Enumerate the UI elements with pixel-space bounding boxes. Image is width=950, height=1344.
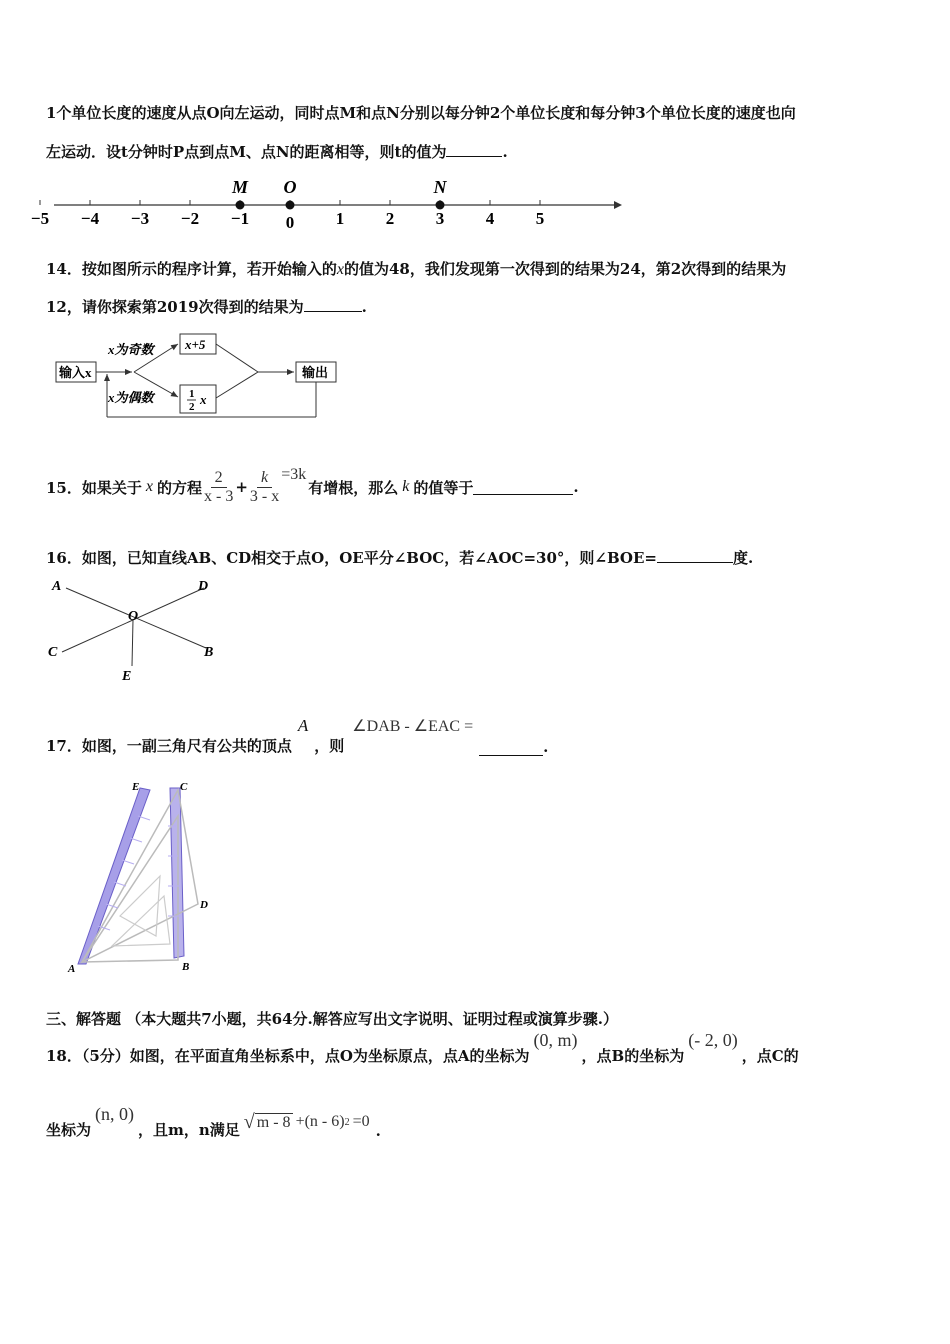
- q15-mid: 的方程: [156, 478, 202, 497]
- answer-blank: [304, 297, 362, 312]
- q18-end: .: [375, 1122, 381, 1140]
- exponent: 2: [344, 1116, 350, 1128]
- q15-pre: 15．如果关于: [46, 478, 142, 497]
- point-N: [436, 201, 445, 210]
- label-E: E: [132, 781, 140, 793]
- triangle-rulers-figure: [60, 776, 230, 976]
- rest-post: =0: [352, 1113, 370, 1130]
- fraction-1: [204, 469, 233, 506]
- q13-line2: [46, 141, 508, 162]
- tick-label: 0: [285, 213, 295, 232]
- q15-line: [46, 460, 579, 514]
- q15-post1: 有增根，那么: [308, 478, 399, 497]
- axis-arrow: [614, 201, 622, 209]
- label-A: A: [68, 963, 76, 975]
- point-M: [236, 201, 245, 210]
- tick-label: −3: [130, 209, 150, 228]
- q15-end: .: [573, 478, 579, 496]
- answer-blank: [473, 480, 573, 495]
- add5-label: x+5: [185, 337, 206, 352]
- tick-label: 2: [385, 209, 395, 228]
- q16-line: [46, 547, 753, 568]
- answer-blank: [446, 142, 502, 157]
- half-den: 2: [189, 401, 195, 413]
- q13-line2-text: 左运动．设t分钟时P点到点M、点N的距离相等，则t的值为: [46, 143, 447, 161]
- point-label-M: M: [231, 177, 249, 197]
- q16-end: 度.: [732, 549, 754, 567]
- frac1-num: 2: [211, 469, 227, 488]
- input-label: 输入x: [59, 365, 92, 380]
- label-C: C: [48, 645, 58, 660]
- label-B: B: [182, 961, 190, 973]
- q14-line2-text: 12，请你探索第2019次得到的结果为: [46, 298, 304, 316]
- label-A: A: [52, 579, 62, 594]
- q17-expr: ∠DAB - ∠EAC =: [352, 718, 474, 735]
- q17-end: .: [543, 738, 549, 756]
- q15-kvar: k: [402, 478, 410, 495]
- tick-label: −5: [30, 209, 50, 228]
- q14-line2: [46, 296, 367, 317]
- q18-pre: 18．（5分）如图，在平面直角坐标系中，点O为坐标原点，点A的坐标为: [46, 1047, 530, 1065]
- q18-line2: [46, 1104, 381, 1140]
- label-D: D: [198, 579, 209, 594]
- point-label-O: O: [283, 177, 297, 197]
- q18-mid2: ，点C的: [741, 1047, 799, 1065]
- half-var: x: [200, 392, 207, 407]
- half-box: [180, 385, 216, 413]
- coord-C: (n, 0): [95, 1104, 135, 1124]
- q15-var: x: [145, 478, 153, 495]
- q13-line1: 1个单位长度的速度从点O向左运动，同时点M和点N分别以每分钟2个单位长度和每分钟3个单位长度的速度也向: [46, 104, 796, 122]
- half-num: 1: [189, 388, 195, 400]
- q18-line1: [46, 1030, 799, 1066]
- q17-mid: ，则: [314, 737, 345, 755]
- tick-label: 1: [335, 209, 345, 228]
- even-label: x为偶数: [108, 390, 154, 405]
- label-O: O: [128, 609, 139, 624]
- rest-pre: +(n - 6): [295, 1113, 345, 1130]
- point-O: [286, 201, 295, 210]
- label-C: C: [180, 781, 188, 793]
- coord-A: (0, m): [533, 1030, 578, 1050]
- q15-rhs: =3k: [281, 466, 307, 483]
- q15-post2: 的值等于: [413, 478, 474, 497]
- q14-var: x: [336, 261, 344, 278]
- frac1-den: x - 3: [204, 487, 234, 505]
- q13-end: .: [502, 143, 508, 161]
- tick-label: 4: [485, 209, 495, 228]
- q15-plus: +: [235, 478, 248, 496]
- q14-line1: [46, 258, 786, 279]
- coord-B: (- 2, 0): [688, 1030, 738, 1050]
- condition-equation: √ m - 8 +(n - 6) 2 =0: [243, 1110, 370, 1133]
- label-B: B: [204, 645, 214, 660]
- q14-line1-post: 的值为48，我们发现第一次得到的结果为24，第2次得到的结果为: [344, 260, 787, 278]
- tick-label: −1: [230, 209, 250, 228]
- q16-text: 16．如图，已知直线AB、CD相交于点O，OE平分∠BOC，若∠AOC=30°，则∠BOE=: [46, 549, 657, 567]
- tick-label: −2: [180, 209, 200, 228]
- answer-blank: [657, 548, 733, 563]
- tick-label: 3: [435, 209, 445, 228]
- q18-line2-pre: 坐标为: [46, 1121, 92, 1139]
- q17-line: [46, 716, 548, 756]
- section-heading: 三、解答题 （本大题共7小题，共64分.解答应写出文字说明、证明过程或演算步骤.）: [46, 1010, 618, 1028]
- sqrt-body: m - 8: [256, 1113, 291, 1131]
- frac2-num: k: [257, 469, 272, 488]
- q14-end: .: [361, 298, 367, 316]
- answer-blank: [479, 741, 543, 756]
- label-D: D: [200, 899, 208, 911]
- flowchart: [50, 330, 350, 425]
- q14-line1-pre: 14．按如图所示的程序计算，若开始输入的: [46, 260, 337, 278]
- q18-mid1: ，点B的坐标为: [581, 1047, 685, 1065]
- point-label-N: N: [433, 177, 447, 197]
- tick-label: 5: [535, 209, 545, 228]
- fraction-2: [250, 469, 279, 506]
- q17-vertex: A: [297, 716, 309, 735]
- odd-label: x为奇数: [108, 342, 154, 357]
- output-label: 输出: [302, 365, 329, 380]
- q18-line2-mid: ，且m，n满足: [138, 1121, 240, 1139]
- number-line: [30, 172, 640, 234]
- label-E: E: [122, 669, 132, 684]
- frac2-den: 3 - x: [249, 487, 280, 505]
- q17-pre: 17．如图，一副三角尺有公共的顶点: [46, 737, 292, 755]
- intersecting-lines-figure: [44, 574, 224, 684]
- tick-label: −4: [80, 209, 100, 228]
